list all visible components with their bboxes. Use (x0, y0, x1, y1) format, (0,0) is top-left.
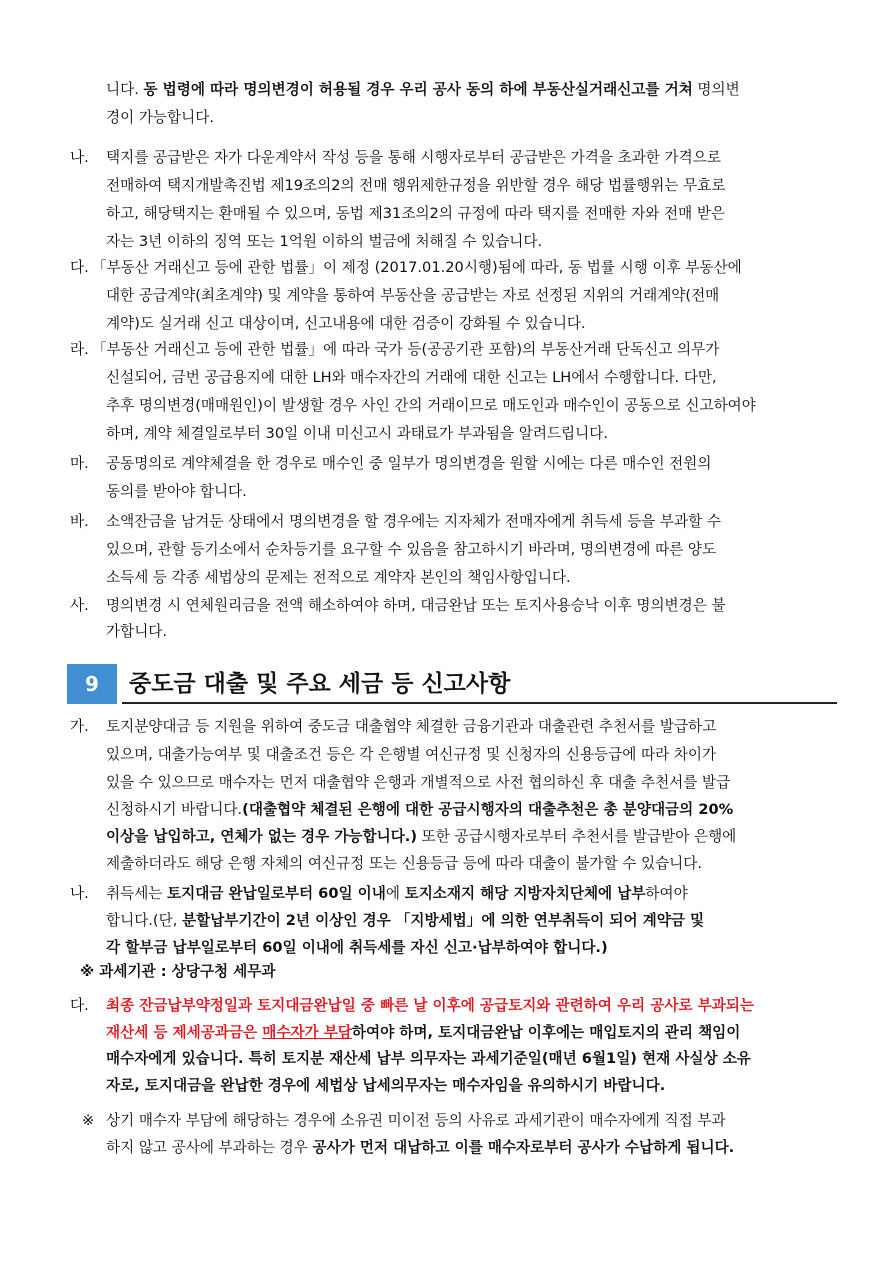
item-ga-line-1: 토지분양대금 등 지원을 위하여 중도금 대출협약 체결한 금융기관과 대출관련 추천서를 발급하고 (106, 718, 717, 735)
item-ma-line-1: 공동명의로 계약체결을 한 경우로 매수인 중 일부가 명의변경을 원할 시에는 다른 매수인 전원의 (106, 455, 712, 472)
item-da2-line-1: 최종 잔금납부약정일과 토지대금완납일 중 빠른 날 이후에 공급토지와 관련하여 우리 공사로 부과되는 (106, 997, 754, 1014)
item-ga-line-6: 제출하더라도 해당 은행 자체의 여신규정 또는 신용등급 등에 따라 대출이 불가할 수 있습니다. (106, 855, 703, 872)
bold-text: 분할납부기간이 2년 이상인 경우 「지방세법」에 의한 연부취득이 되어 계약금 및 (182, 912, 705, 929)
text-segment: 에 (385, 885, 405, 902)
text-segment: 신청하시기 바랍니다. (106, 801, 243, 818)
item-da2-line-3: 매수자에게 있습니다. 특히 토지분 재산세 납부 의무자는 과세기준일(매년 6월1일) 현재 사실상 소유 (106, 1050, 751, 1067)
text-segment: 명의변 (692, 81, 740, 98)
section-underline (122, 702, 837, 704)
item-sa-line-2: 가합니다. (106, 623, 168, 640)
item-marker-na-2: 나. (70, 885, 89, 902)
item-marker-na: 나. (70, 149, 89, 166)
red-text: 재산세 등 제세공과금은 (106, 1024, 263, 1041)
text-segment: 하여야 (645, 885, 688, 902)
item-marker-ra: 라. (70, 341, 89, 358)
item-na-line-1: 택지를 공급받은 자가 다운계약서 작성 등을 통해 시행자로부터 공급받은 가격을 초과한 가격으로 (106, 149, 721, 166)
item-marker-ga: 가. (70, 718, 89, 735)
item-na-line-4: 자는 3년 이하의 징역 또는 1억원 이하의 벌금에 처해질 수 있습니다. (106, 233, 543, 250)
item-da2-line-2 (106, 1023, 740, 1043)
note-line-2 (106, 1138, 734, 1158)
item-marker-ma: 마. (70, 455, 89, 472)
item-na2-line-3: 각 할부금 납부일로부터 60일 이내에 취득세를 자신 신고·납부하여야 합니다.) (106, 939, 608, 956)
note-marker: ※ (82, 1112, 95, 1129)
section-number-badge: 9 (67, 664, 117, 704)
text-segment: 하여야 하며, 토지대금완납 이후에는 매입토지의 관리 책임이 (351, 1024, 741, 1041)
item-ra-line-4: 하며, 계약 체결일로부터 30일 이내 미신고시 과태료가 부과됨을 알려드립니다. (106, 425, 608, 442)
underlined-red-text: 매수자가 부담 (262, 1024, 352, 1041)
item-ba-line-1: 소액잔금을 남겨둔 상태에서 명의변경을 할 경우에는 지자체가 전매자에게 취득세 등을 부과할 수 (106, 513, 721, 530)
item-marker-da-2: 다. (70, 997, 89, 1014)
item-na2-line-2 (106, 911, 704, 931)
item-da-line-2: 대한 공급계약(최초계약) 및 계약을 통하여 부동산을 공급받는 자로 선정된 지위의 거래계약(전매 (106, 287, 720, 304)
continuation-line-2: 경이 가능합니다. (106, 109, 214, 126)
bold-text: 토지소재지 해당 지방자치단체에 납부 (404, 885, 646, 902)
item-ra-line-3: 추후 명의변경(매매원인)이 발생할 경우 사인 간의 거래이므로 매도인과 매수인이 공동으로 신고하여야 (106, 397, 756, 414)
item-marker-da: 다. (70, 259, 89, 276)
item-da-line-1: 「부동산 거래신고 등에 관한 법률」이 제정 (2017.01.20시행)됨에 따라, 동 법률 시행 이후 부동산에 (92, 259, 742, 276)
bold-text: 이상을 납입하고, 연체가 없는 경우 가능합니다.) (106, 828, 418, 845)
item-ra-line-2: 신설되어, 금번 공급용지에 대한 LH와 매수자간의 거래에 대한 신고는 LH에서 수행합니다. 다만, (106, 369, 717, 386)
item-ba-line-3: 소득세 등 각종 세법상의 문제는 전적으로 계약자 본인의 책임사항입니다. (106, 569, 571, 586)
item-ga-line-3: 있을 수 있으므로 매수자는 먼저 대출협약 은행과 개별적으로 사전 협의하신 후 대출 추천서를 발급 (106, 774, 731, 791)
item-sa-line-1: 명의변경 시 연체원리금을 전액 해소하여야 하며, 대금완납 또는 토지사용승낙 이후 명의변경은 불 (106, 597, 726, 614)
tax-office-note: ※ 과세기관 : 상당구청 세무과 (80, 963, 276, 980)
text-segment: 하지 않고 공사에 부과하는 경우 (106, 1139, 313, 1156)
item-ra-line-1: 「부동산 거래신고 등에 관한 법률」에 따라 국가 등(공공기관 포함)의 부동산거래 단독신고 의무가 (92, 341, 720, 358)
item-ba-line-2: 있으며, 관할 등기소에서 순차등기를 요구할 수 있음을 참고하시기 바라며, 명의변경에 따른 양도 (106, 541, 717, 558)
item-na-line-2: 전매하여 택지개발촉진법 제19조의2의 전매 행위제한규정을 위반할 경우 해당 법률행위는 무효로 (106, 177, 726, 194)
item-da2-line-4: 자로, 토지대금을 완납한 경우에 세법상 납세의무자는 매수자임을 유의하시기 바랍니다. (106, 1077, 666, 1094)
item-na-line-3: 하고, 해당택지는 환매될 수 있으며, 동법 제31조의2의 규정에 따라 택지를 전매한 자와 전매 받은 (106, 205, 726, 222)
item-na2-line-1 (106, 884, 688, 904)
section-heading (67, 664, 837, 704)
item-da-line-3: 계약)도 실거래 신고 대상이며, 신고내용에 대한 검증이 강화될 수 있습니다. (106, 315, 586, 332)
item-ga-line-4 (106, 800, 733, 820)
bold-text: 토지대금 완납일로부터 60일 이내 (167, 885, 386, 902)
section-title: 중도금 대출 및 주요 세금 등 신고사항 (129, 671, 511, 697)
item-ga-line-5 (106, 827, 736, 847)
item-marker-sa: 사. (70, 597, 89, 614)
note-line-1: 상기 매수자 부담에 해당하는 경우에 소유권 미이전 등의 사유로 과세기관이 매수자에게 직접 부과 (106, 1112, 726, 1129)
bold-text: 동 법령에 따라 명의변경이 허용될 경우 우리 공사 동의 하에 부동산실거래신고를 거쳐 (143, 81, 693, 98)
item-marker-ba: 바. (70, 513, 89, 530)
item-ga-line-2: 있으며, 대출가능여부 및 대출조건 등은 각 은행별 여신규정 및 신청자의 신용등급에 따라 차이가 (106, 746, 717, 763)
text-segment: 취득세는 (106, 885, 168, 902)
continuation-line-1 (106, 80, 740, 100)
bold-text: (대출협약 체결된 은행에 대한 공급시행자의 대출추천은 총 분양대금의 20% (242, 801, 734, 818)
item-ma-line-2: 동의를 받아야 합니다. (106, 483, 247, 500)
text-segment: 합니다.(단, (106, 912, 183, 929)
text-segment: 또한 공급시행자로부터 추천서를 발급받아 은행에 (417, 828, 737, 845)
bold-text: 공사가 먼저 대납하고 이를 매수자로부터 공사가 수납하게 됩니다. (312, 1139, 735, 1156)
text-segment: 니다. (106, 81, 144, 98)
